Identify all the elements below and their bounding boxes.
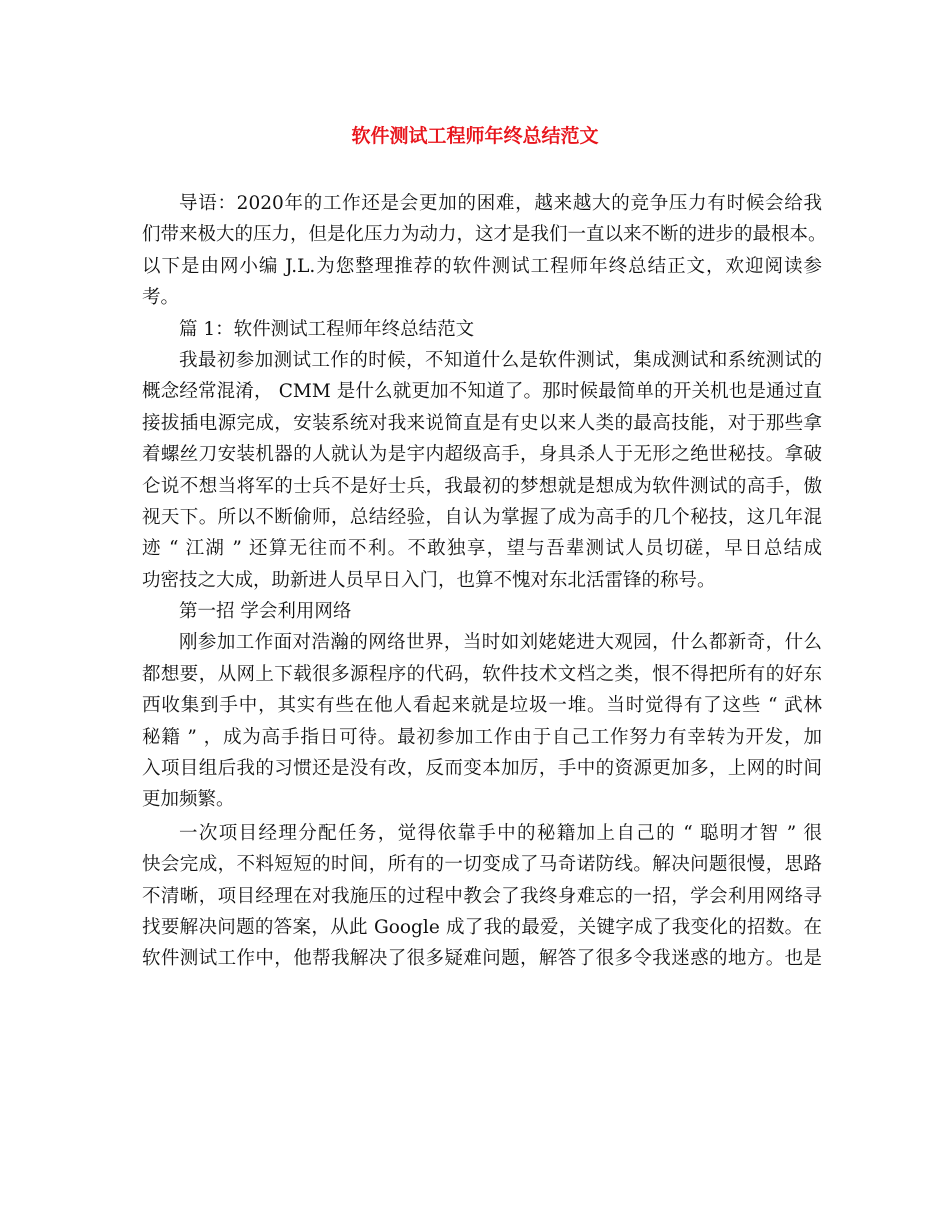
- document-title: 软件测试工程师年终总结范文: [351, 125, 599, 147]
- paragraph-line: 不清晰，项目经理在对我施压的过程中教会了我终身难忘的一招，学会利用网络寻: [142, 885, 822, 907]
- section-heading: 第一招 学会利用网络: [179, 601, 352, 623]
- paragraph-line: 刚参加工作面对浩瀚的网络世界，当时如刘姥姥进大观园，什么都新奇，什么: [179, 632, 822, 654]
- paragraph-line: 找要解决问题的答案，从此 Google 成了我的最爱，关键字成了我变化的招数。在: [142, 916, 822, 938]
- paragraph-line: 我最初参加测试工作的时候，不知道什么是软件测试，集成测试和系统测试的: [179, 349, 822, 371]
- paragraph-line: 迹 “ 江湖 ” 还算无往而不利。不敢独享，望与吾辈测试人员切磋，早日总结成: [142, 538, 822, 560]
- paragraph-line: 们带来极大的压力，但是化压力为动力，这才是我们一直以来不断的进步的最根本。: [142, 224, 827, 246]
- paragraph-line: 一次项目经理分配任务，觉得依靠手中的秘籍加上自己的 “ 聪明才智 ” 很: [179, 822, 822, 844]
- document-body: [142, 188, 827, 975]
- paragraph-line: 视天下。所以不断偷师，总结经验，自认为掌握了成为高手的几个秘技，这几年混: [142, 506, 822, 528]
- paragraph-line: 入项目组后我的习惯还是没有改，反而变本加厉，手中的资源更加多，上网的时间: [142, 758, 822, 780]
- paragraph-line: 功密技之大成，助新进人员早日入门，也算不愧对东北活雷锋的称号。: [142, 569, 716, 591]
- section-heading: 篇 1：软件测试工程师年终总结范文: [179, 318, 475, 340]
- paragraph-line: 软件测试工作中，他帮我解决了很多疑难问题，解答了很多令我迷惑的地方。也是: [142, 948, 822, 970]
- paragraph-line: 快会完成，不料短短的时间，所有的一切变成了马奇诺防线。解决问题很慢，思路: [142, 854, 822, 876]
- paragraph-line: 接拔插电源完成，安装系统对我来说简直是有史以来人类的最高技能，对于那些拿: [142, 412, 822, 434]
- paragraph-line: 西收集到手中，其实有些在他人看起来就是垃圾一堆。当时觉得有了这些 “ 武林: [142, 695, 822, 717]
- paragraph-line: 都想要，从网上下载很多源程序的代码，软件技术文档之类，恨不得把所有的好东: [142, 663, 822, 685]
- paragraph-line: 仑说不想当将军的士兵不是好士兵，我最初的梦想就是想成为软件测试的高手，傲: [142, 475, 822, 497]
- paragraph-line: 着螺丝刀安装机器的人就认为是宇内超级高手，身具杀人于无形之绝世秘技。拿破: [142, 444, 822, 466]
- paragraph-line: 秘籍 ” ，成为高手指日可待。最初参加工作由于自己工作努力有幸转为开发，加: [142, 726, 822, 748]
- paragraph-line: 导语：2020年的工作还是会更加的困难，越来越大的竞争压力有时候会给我: [179, 193, 822, 214]
- paragraph-line: 概念经常混淆， CMM 是什么就更加不知道了。那时候最简单的开关机也是通过直: [142, 381, 822, 403]
- paragraph-line: 更加频繁。: [142, 789, 235, 811]
- paragraph-line: 考。: [142, 287, 180, 309]
- paragraph-line: 以下是由网小编 J.L.为您整理推荐的软件测试工程师年终总结正文，欢迎阅读参: [142, 255, 822, 277]
